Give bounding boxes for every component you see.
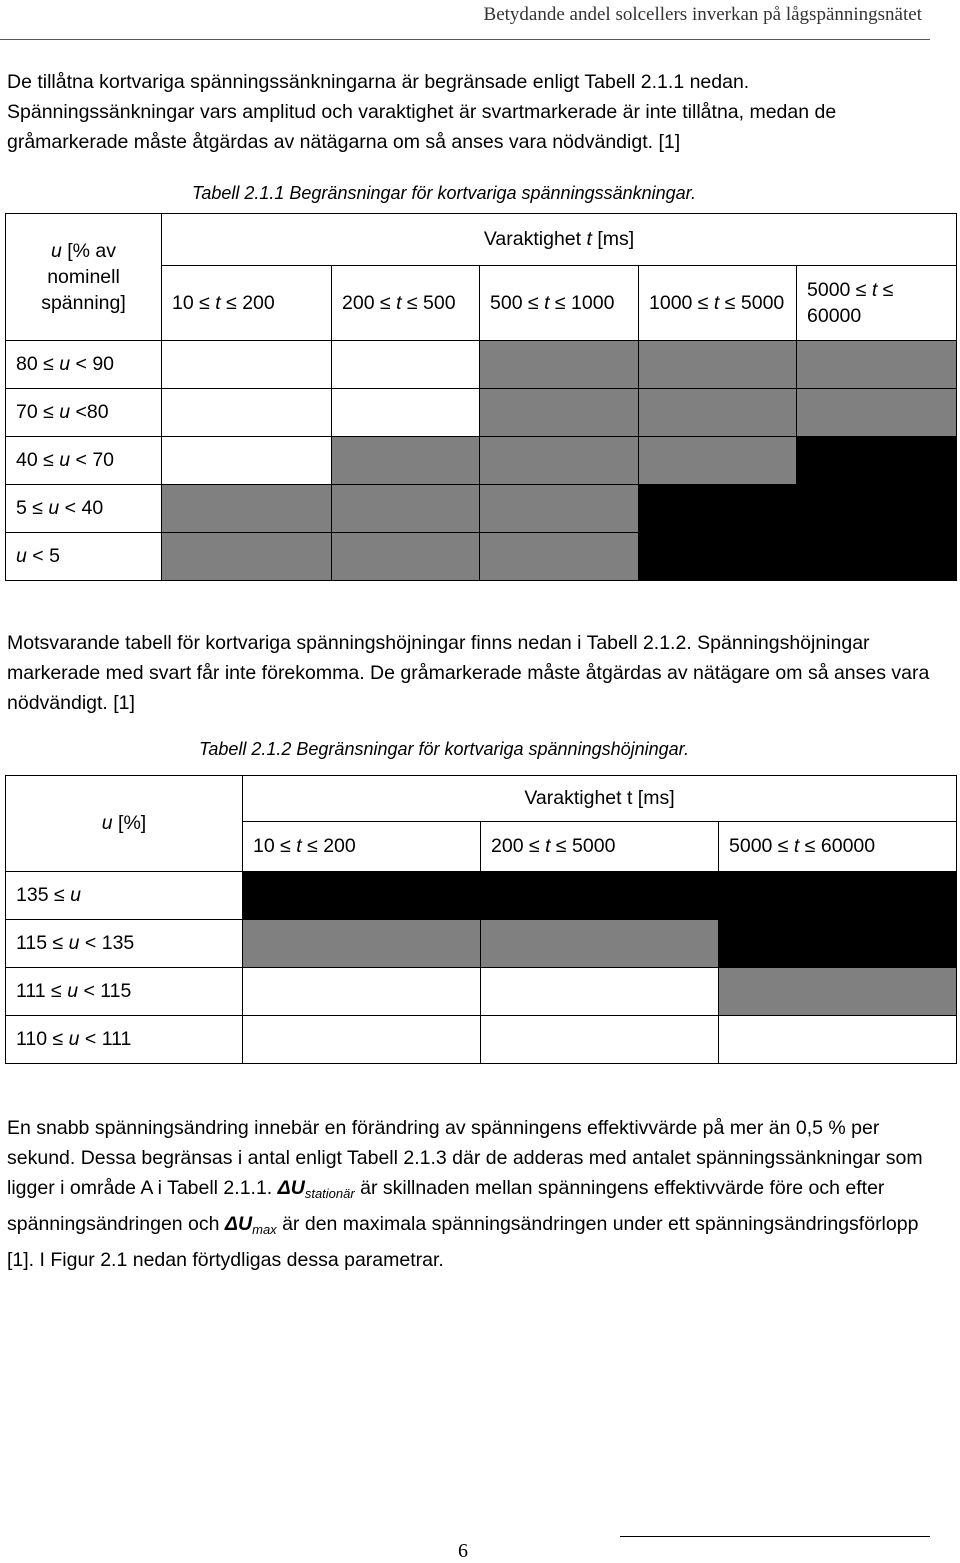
table1-cell-white [162, 389, 332, 437]
table1-cell-black [639, 485, 797, 533]
table1-cell-gray [639, 341, 797, 389]
header-rule [0, 39, 930, 40]
table-row [6, 872, 957, 920]
running-header: Betydande andel solcellers inverkan på lågspänningsnätet [483, 4, 922, 25]
table2-col-header: 10 ≤ t ≤ 200 [243, 822, 481, 872]
table1-cell-gray [480, 389, 639, 437]
table2-row-label: 111 ≤ u < 115 [6, 968, 243, 1016]
table1-cell-white [162, 437, 332, 485]
para3-part1: En snabb spänningsändring innebär en förändring av spänningens effektivvärde på mer än 0,5 % per sekund. Dessa begränsas i antal enligt Tabell 2.1.3 där de adderas med antalet spänningssänkningar som ligger i område A i Tabell 2.1.1. [7, 1117, 923, 1199]
table2-cell-black [243, 872, 481, 920]
table1-row-label: u < 5 [6, 533, 162, 581]
table2-cell-black [481, 872, 719, 920]
table1-cell-gray [332, 437, 480, 485]
table-row [6, 1016, 957, 1064]
delta-u-max-symbol: ΔU [224, 1213, 253, 1235]
table1-cell-white [332, 341, 480, 389]
table-row [6, 968, 957, 1016]
table-row [6, 920, 957, 968]
table1-duration-label: Varaktighet t [ms] [162, 214, 957, 266]
table1-cell-white [162, 341, 332, 389]
table1-row-label: 70 ≤ u <80 [6, 389, 162, 437]
table1-cell-black [639, 533, 797, 581]
table2-cell-black [719, 872, 957, 920]
table1-cell-white [332, 389, 480, 437]
table2-cell-gray [243, 920, 481, 968]
table-row [6, 485, 957, 533]
para3-part3: är den maximala spänningsändringen under ett spänningsändringsförlopp [1]. I Figur 2.1 nedan förtydligas dessa parametrar. [7, 1213, 919, 1271]
table1-col-header: 200 ≤ t ≤ 500 [332, 266, 480, 341]
table2-row-label: 135 ≤ u [6, 872, 243, 920]
table2-cell-white [481, 968, 719, 1016]
table-row [6, 437, 957, 485]
delta-u-stat-symbol: ΔU [277, 1177, 305, 1199]
table1-cell-gray [480, 485, 639, 533]
para3-part2: är skillnaden mellan spänningens effektivvärde före och efter spänningsändringen och [7, 1177, 885, 1235]
table1-cell-gray [480, 533, 639, 581]
table-row [6, 341, 957, 389]
table-row [6, 389, 957, 437]
table1-cell-black [797, 437, 957, 485]
table-row [6, 533, 957, 581]
table1-caption: Tabell 2.1.1 Begränsningar för kortvariga spänningssänkningar. [192, 183, 696, 203]
table1-cell-black [797, 533, 957, 581]
table1-row-label: 40 ≤ u < 70 [6, 437, 162, 485]
table2-col-header: 5000 ≤ t ≤ 60000 [719, 822, 957, 872]
table1-cell-gray [480, 437, 639, 485]
rapid-change-paragraph [7, 1113, 937, 1275]
table2-cell-black [719, 920, 957, 968]
table1-cell-gray [162, 485, 332, 533]
swell-paragraph: Motsvarande tabell för kortvariga spänningshöjningar finns nedan i Tabell 2.1.2. Spänningshöjningar markerade med svart får inte förekomma. De gråmarkerade måste åtgärdas av nätägare om så anses vara nödvändigt. [1] [7, 632, 930, 714]
table2-col-header: 200 ≤ t ≤ 5000 [481, 822, 719, 872]
voltage-dip-table [5, 213, 957, 581]
table2-cell-white [481, 1016, 719, 1064]
table1-cell-gray [332, 533, 480, 581]
table1-cell-gray [480, 341, 639, 389]
table2-row-label: 110 ≤ u < 111 [6, 1016, 243, 1064]
delta-u-max-sub: max [252, 1222, 277, 1237]
table1-rowheader: u [% av nominell spänning] [6, 214, 162, 341]
table1-col-header: 5000 ≤ t ≤ 60000 [797, 266, 957, 341]
table1-cell-gray [639, 437, 797, 485]
table1-cell-gray [332, 485, 480, 533]
table2-row-label: 115 ≤ u < 135 [6, 920, 243, 968]
table1-cell-gray [162, 533, 332, 581]
table1-cell-gray [639, 389, 797, 437]
table2-duration-label: Varaktighet t [ms] [243, 776, 957, 822]
intro-paragraph: De tillåtna kortvariga spänningssänkningarna är begränsade enligt Tabell 2.1.1 nedan. Spänningssänkningar vars amplitud och varaktighet är svartmarkerade är inte tillåtna, medan de gråmarkerade måste åtgärdas av nätägarna om så anses vara nödvändigt. [1] [7, 71, 837, 153]
table2-cell-white [719, 1016, 957, 1064]
table2-caption: Tabell 2.1.2 Begränsningar för kortvariga spänningshöjningar. [199, 739, 689, 759]
table2-rowheader: u [%] [6, 776, 243, 872]
table1-col-header: 500 ≤ t ≤ 1000 [480, 266, 639, 341]
table2-cell-gray [481, 920, 719, 968]
table1-row-label: 80 ≤ u < 90 [6, 341, 162, 389]
table1-cell-gray [797, 341, 957, 389]
table2-cell-white [243, 1016, 481, 1064]
page-number: 6 [458, 1540, 468, 1562]
table2-cell-white [243, 968, 481, 1016]
table1-col-header: 1000 ≤ t ≤ 5000 [639, 266, 797, 341]
table1-row-label: 5 ≤ u < 40 [6, 485, 162, 533]
table1-rowheader-text: [% av nominell spänning] [41, 240, 126, 314]
table2-rowheader-text: [%] [118, 812, 147, 834]
delta-u-stat-sub: stationär [304, 1186, 355, 1201]
table1-cell-gray [797, 389, 957, 437]
footer-rule [620, 1536, 930, 1537]
voltage-swell-table [5, 775, 957, 1064]
table2-cell-gray [719, 968, 957, 1016]
table1-col-header: 10 ≤ t ≤ 200 [162, 266, 332, 341]
table1-cell-black [797, 485, 957, 533]
